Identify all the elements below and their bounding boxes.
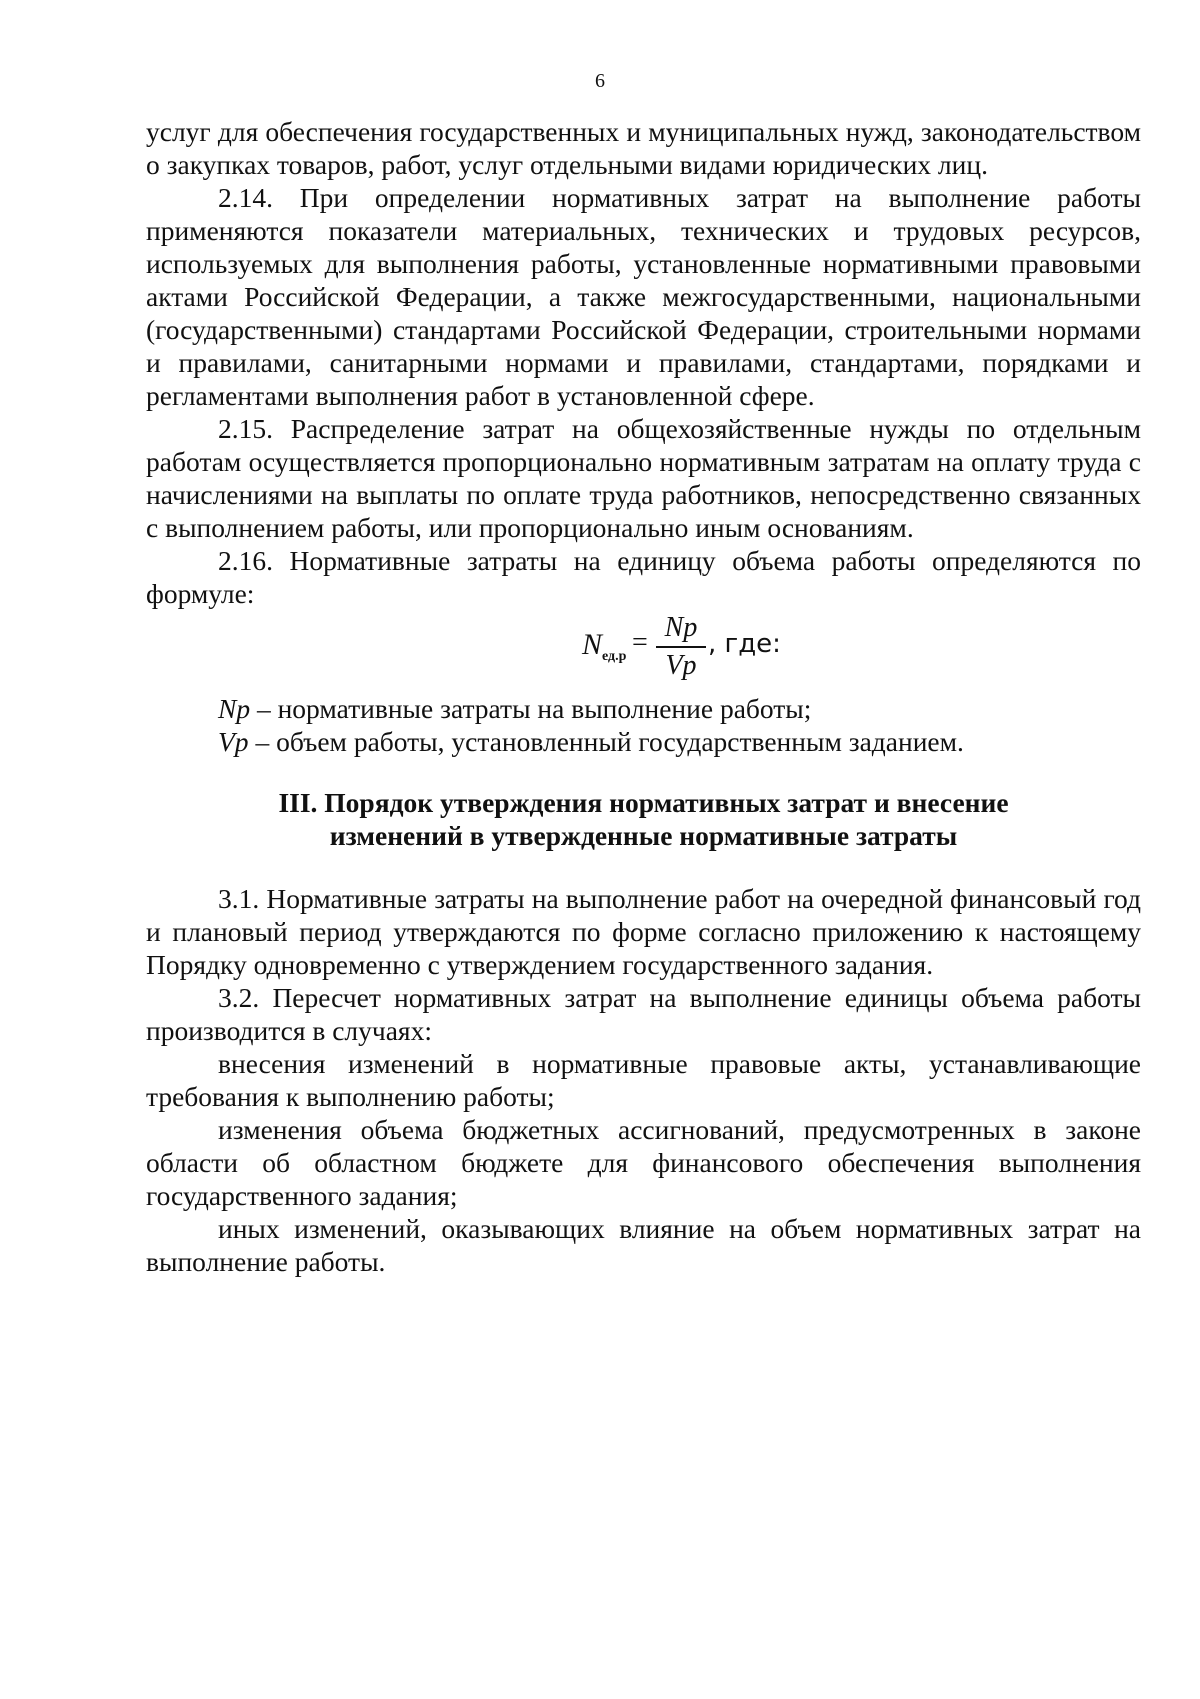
document-body	[146, 115, 1141, 1278]
definition-np	[146, 692, 1141, 725]
heading-line-1: III. Порядок утверждения нормативных затрат и внесение	[278, 787, 1009, 818]
list-item-3: иных изменений, оказывающих влияние на объем нормативных затрат на выполнение работы.	[146, 1213, 1141, 1277]
definitions	[146, 692, 1141, 758]
formula-fraction	[656, 612, 706, 682]
paragraph-2-15: 2.15. Распределение затрат на общехозяйственные нужды по отдельным работам осуществляется пропорционально нормативным затратам на оплату труда с начислениями на выплаты по оплате труда работников, непосредственно связанных с выполнением работы, или пропорционально иным основаниям.	[146, 413, 1141, 543]
definition-text: – нормативные затраты на выполнение работы;	[250, 693, 812, 724]
formula-lhs: $N_{ед.р}$	[582, 628, 627, 664]
definition-text: – объем работы, установленный государственным заданием.	[248, 726, 964, 757]
intro-paragraph: услуг для обеспечения государственных и муниципальных нужд, законодательством о закупках товаров, работ, услуг отдельными видами юридических лиц.	[146, 116, 1141, 180]
definition-vp	[146, 725, 1141, 758]
definition-var: Np	[218, 693, 251, 724]
definition-var: Vp	[218, 726, 249, 757]
formula	[146, 610, 1141, 692]
formula-denominator: Vp	[665, 650, 697, 681]
formula-tail: , где:	[708, 629, 781, 659]
paragraph-2-16: 2.16. Нормативные затраты на единицу объема работы определяются по формуле:	[146, 545, 1141, 609]
paragraph-3-1: 3.1. Нормативные затраты на выполнение работ на очередной финансовый год и плановый период утверждаются по форме согласно приложению к настоящему Порядку одновременно с утверждением государственного задания.	[146, 883, 1141, 980]
section-3-heading	[146, 786, 1141, 852]
heading-line-2: изменений в утвержденные нормативные затраты	[329, 820, 958, 851]
paragraph-3-2: 3.2. Пересчет нормативных затрат на выполнение единицы объема работы производится в случаях:	[146, 982, 1141, 1046]
list-item-1: внесения изменений в нормативные правовые акты, устанавливающие требования к выполнению работы;	[146, 1048, 1141, 1112]
formula-numerator: Np	[664, 612, 698, 643]
list-item-2: изменения объема бюджетных ассигнований, предусмотренных в законе области об областном бюджете для финансового обеспечения выполнения государственного задания;	[146, 1114, 1141, 1211]
formula-equals: =	[632, 627, 648, 658]
formula-lhs-subscript: ед.р	[602, 649, 627, 664]
fraction-bar	[656, 646, 706, 648]
page-number: 6	[595, 70, 605, 92]
paragraph-2-14: 2.14. При определении нормативных затрат на выполнение работы применяются показатели материальных, технических и трудовых ресурсов, используемых для выполнения работы, установленные нормативными правовыми актами Российской Федерации, а также межгосударственными, национальными (государственными) стандартами Российской Федерации, строительными нормами и правилами, санитарными нормами и правилами, стандартами, порядками и регламентами выполнения работ в установленной сфере.	[146, 182, 1141, 411]
